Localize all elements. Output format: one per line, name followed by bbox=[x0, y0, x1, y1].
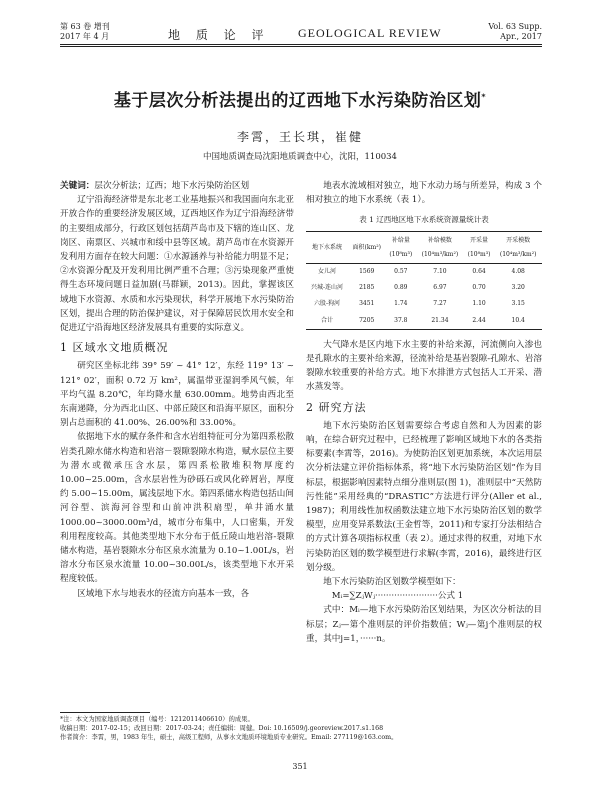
right-intro-paragraph: 地表水流域相对独立，地下水动力场与所差异，构成 3 个相对独立的地下水系统（表 1）。 bbox=[306, 181, 542, 206]
header-volume-cn: 第 63 卷 增刊 2017 年 4 月 bbox=[60, 22, 110, 41]
intro-paragraph: 辽宁沿海经济带是东北老工业基地振兴和我国面向东北亚开放合作的重要经济发展区域，辽西地区作为辽宁沿海经济带的主要组成部分，行政区划包括葫芦岛市及下辖的连山区、龙岗区、南票区、兴城市和绥中县等区域。葫芦岛市在水资源开发利用方面存在较大问题：①水源涵养与补给能力明显不足；②水资源分配及开发利用比例严重不合理；③污染现象严重使得生态环境问题日益加剧(马群颖，2013)。因此，掌握该区域地下水资源、水质和水污染现状，科学开展地下水污染防治区划，提出合理的防治保护建议，对于保障居民饮用水安全和促进辽宁沿海地区经济发展具有重要的实际意义。 bbox=[60, 195, 294, 334]
keywords: 关键词：层次分析法；辽西；地下水污染防治区划 bbox=[60, 181, 250, 191]
formula: Mᵢ=∑ZⱼWⱼ·······················公式 1 bbox=[331, 591, 464, 602]
sec2-paragraph: 地下水污染防治区划数学模型如下： bbox=[323, 577, 461, 588]
right-column bbox=[306, 179, 542, 646]
section-2-title: 2 研究方法 bbox=[306, 400, 367, 414]
paper-title: 基于层次分析法提出的辽西地下水污染防治区划* bbox=[113, 91, 487, 111]
table-header: 补给量 (10⁸m³) bbox=[386, 231, 417, 263]
table-row: 女儿河 1569 0.57 7.10 0.64 4.08 bbox=[317, 268, 525, 276]
header-journal-cn: 地 质 论 评 bbox=[168, 28, 270, 42]
page-number: 351 bbox=[292, 762, 308, 771]
footnote-author: 作者简介：李霄，男，1983 年生，硕士，高级工程师，从事水文地质环境地质专业研究。Email: 277119@163.com。 bbox=[60, 733, 398, 741]
table-caption: 表 1 辽西地区地下水系统资源量统计表 bbox=[359, 215, 489, 225]
table-header: 开采模数 (10⁴m³/km²) bbox=[494, 231, 542, 263]
formula-description: 式中：Mᵢ—地下水污染防治区划结果，为区次分析法的目标层；Zⱼ—第个准则层的评价指数值；Wⱼ—第j个准则层的权重，其中j=1，······n。 bbox=[306, 605, 542, 644]
sec1-paragraph: 区域地下水与地表水的径流方向基本一致，各 bbox=[77, 588, 250, 599]
sec2-paragraph: 地下水污染防治区划需要综合考虑自然和人为因素的影响，在综合研究过程中，已经梳理了影响区域地下水的各类指标要素(李霄等，2016)。为使防治区划更加系统，本次运用层次分析法建立评价指标体系，将“地下水污染防治区划”作为目标层，根据影响因素特点细分准则层(图 1)，准则层中“天然防污性能”采用经典的“DRASTIC”方法进行评分(Aller et al., 1987)；利用线性加权函数法建立地下水污染防治区划的数学模型，应用变异系数法(王金哲等，2011)和专家打分法相结合的方式计算各项指标权重（表 2）。通过求得的权重，对地下水污染防治区划的数学模型进行求解(李霄，2016)，最终进行区划分级。 bbox=[306, 420, 542, 573]
left-column bbox=[60, 179, 294, 601]
table-header: 开采量 (10⁸m³) bbox=[464, 231, 495, 263]
table-header: 地下水系统 bbox=[306, 231, 348, 263]
header-rule-thin bbox=[60, 46, 542, 47]
table-row-total: 合计 7205 37.8 21.34 2.44 10.4 bbox=[306, 313, 542, 330]
groundwater-table bbox=[306, 231, 542, 330]
recharge-paragraph: 大气降水是区内地下水主要的补给来源，河流侧向入渗也是孔隙水的主要补给来源，径流补给是基岩裂隙-孔隙水、岩溶裂隙水较重要的补给方式。地下水排泄方式包括人工开采、潜水蒸发等。 bbox=[306, 339, 542, 393]
header-volume-en: Vol. 63 Supp. Apr., 2017 bbox=[488, 22, 542, 41]
table-row: 六股-狗河 3451 1.74 7.27 1.10 3.15 bbox=[313, 300, 525, 308]
authors: 李霄，王长琪，崔健 bbox=[236, 130, 363, 144]
title-footnote-mark: * bbox=[481, 92, 487, 102]
table-header: 面积(km²) bbox=[348, 231, 386, 263]
header-rule bbox=[60, 44, 542, 45]
sec1-paragraph: 依据地下水的赋存条件和含水岩组特征可分为第四系松散岩类孔隙水储水构造和岩溶－裂隙裂隙水构造，赋水层位主要为潜水或微承压含水层，第四系松散堆积物厚度约 10.00~25.00m，含水层岩性为砂砾石或风化碎屑岩，厚度约 5.00~15.00m，属浅层地下水。第四系储水构造包括山间河谷型、滨海河谷型和山前冲洪积扇型，单井涌水量 1000.00~3000.00m³/d，城市分布集中，人口密集，开发利用程度较高。其他类型地下水分布于低丘陵山地岩溶-裂隙储水构造，基岩裂隙水分布区泉水流量为 0.10~1.00L/s，岩溶水分布区泉水流量 10.00~30.00L/s，该类型地下水开采程度较低。 bbox=[60, 432, 294, 585]
footnote-rule bbox=[60, 712, 150, 713]
sec1-paragraph: 研究区坐标北纬 39° 59′ ~ 41° 12′，东经 119° 13′ ~ 121° 02′，面积 0.72 万 km²，属温带亚湿润季风气候，年平均气温 8.20℃，年均降水量 630.00mm。地势由西北至东南递降，分为西北山区、中部丘陵区和沿海平原区，面积分别占总面积的 41.00%、26.00%和 33.00%。 bbox=[60, 361, 294, 429]
footnote-funding: *注：本文为国家地质调查项目（编号：1212011406610）的成果。 bbox=[60, 716, 254, 723]
header-journal-en: GEOLOGICAL REVIEW bbox=[298, 26, 442, 40]
table-header: 补给模数 (10⁴m³/km²) bbox=[416, 231, 464, 263]
table-row: 兴城-连山河 2185 0.89 6.97 0.70 3.20 bbox=[310, 284, 525, 292]
footnote-dates: 收稿日期：2017-02-15；改回日期：2017-03-24；责任编辑：周健。Doi: 10.16509/j.georeview.2017.s1.168 bbox=[60, 724, 384, 732]
section-1-title: 1 区域水文地质概况 bbox=[60, 341, 169, 355]
footnotes bbox=[60, 716, 542, 742]
affiliation: 中国地质调查局沈阳地质调查中心，沈阳，110034 bbox=[203, 152, 397, 162]
